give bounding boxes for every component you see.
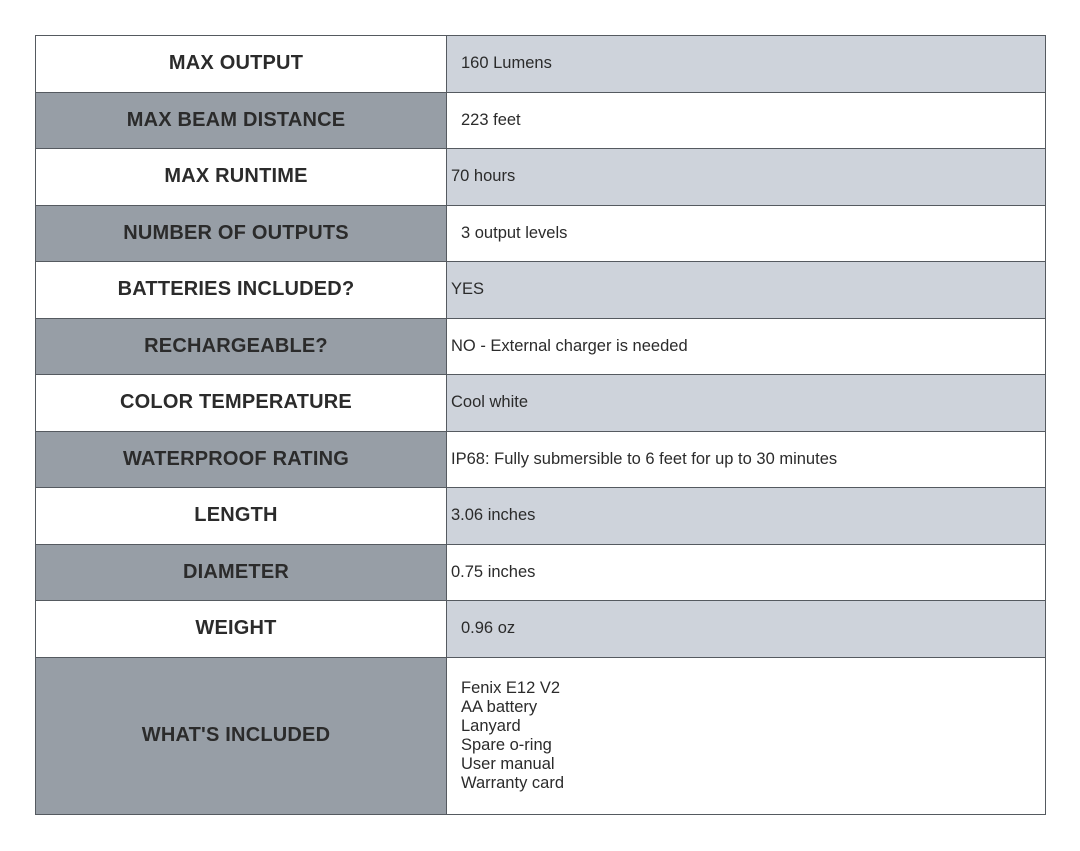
included-item: Lanyard (461, 716, 521, 735)
spec-value: 0.75 inches (447, 544, 1046, 601)
included-item: Warranty card (461, 773, 564, 792)
spec-label: COLOR TEMPERATURE (36, 375, 447, 432)
spec-value: NO - External charger is needed (447, 318, 1046, 375)
included-items-list (461, 679, 1045, 793)
spec-label: WHAT'S INCLUDED (36, 657, 447, 814)
spec-label: DIAMETER (36, 544, 447, 601)
spec-value: 70 hours (447, 149, 1046, 206)
spec-label: WATERPROOF RATING (36, 431, 447, 488)
spec-row-number-of-outputs (36, 205, 1046, 262)
spec-label: BATTERIES INCLUDED? (36, 262, 447, 319)
spec-row-color-temperature (36, 375, 1046, 432)
spec-label: MAX BEAM DISTANCE (36, 92, 447, 149)
included-item: User manual (461, 754, 555, 773)
spec-label: MAX OUTPUT (36, 36, 447, 93)
spec-row-max-output (36, 36, 1046, 93)
spec-table (35, 35, 1046, 815)
spec-row-rechargeable (36, 318, 1046, 375)
spec-value: 160 Lumens (447, 36, 1046, 93)
spec-value: YES (447, 262, 1046, 319)
spec-value: IP68: Fully submersible to 6 feet for up to 30 minutes (447, 431, 1046, 488)
spec-row-length (36, 488, 1046, 545)
included-items-cell (447, 657, 1046, 814)
spec-row-max-beam-distance (36, 92, 1046, 149)
spec-value: 3 output levels (447, 205, 1046, 262)
spec-value: 3.06 inches (447, 488, 1046, 545)
spec-row-waterproof-rating (36, 431, 1046, 488)
spec-label: RECHARGEABLE? (36, 318, 447, 375)
included-item: Fenix E12 V2 (461, 678, 561, 697)
spec-row-batteries-included (36, 262, 1046, 319)
included-item: AA battery (461, 697, 538, 716)
spec-row-diameter (36, 544, 1046, 601)
included-item: Spare o-ring (461, 735, 552, 754)
spec-label: WEIGHT (36, 601, 447, 658)
spec-value: 223 feet (447, 92, 1046, 149)
spec-row-whats-included (36, 657, 1046, 814)
spec-label: LENGTH (36, 488, 447, 545)
spec-value: 0.96 oz (447, 601, 1046, 658)
spec-row-max-runtime (36, 149, 1046, 206)
spec-label: MAX RUNTIME (36, 149, 447, 206)
spec-label: NUMBER OF OUTPUTS (36, 205, 447, 262)
spec-row-weight (36, 601, 1046, 658)
spec-value: Cool white (447, 375, 1046, 432)
